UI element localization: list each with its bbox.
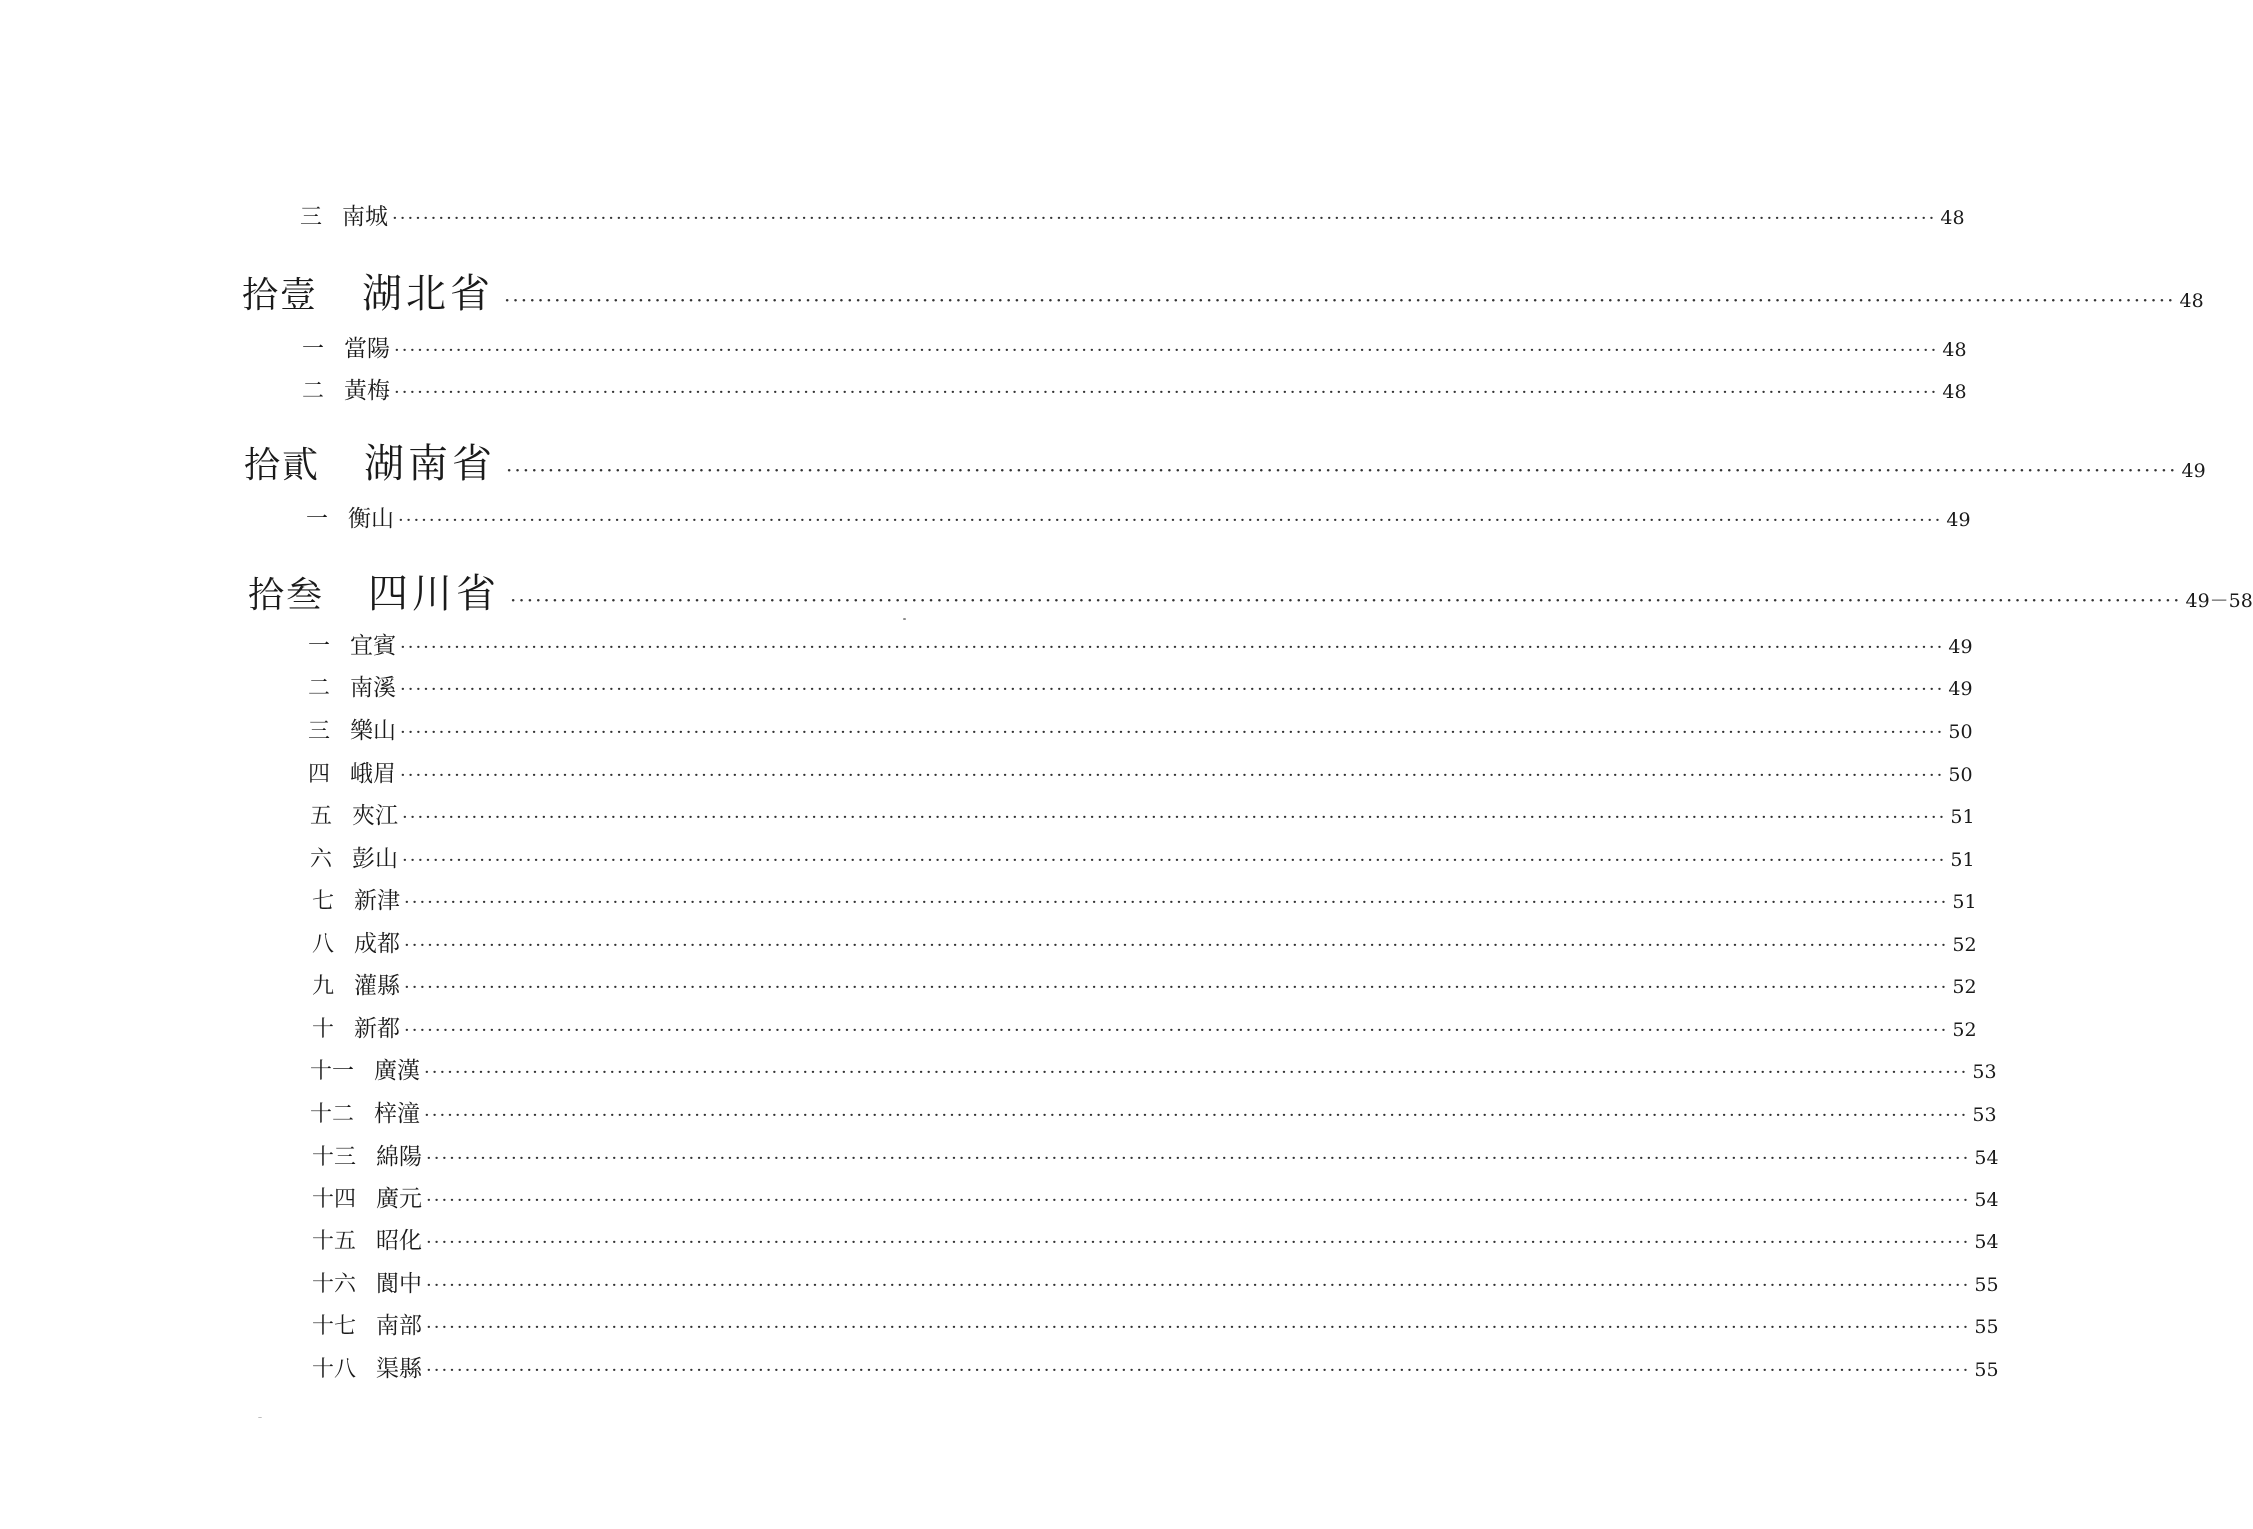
dot-leader: ········································································································································································································ bbox=[504, 288, 2176, 312]
toc-section-entry bbox=[244, 432, 2206, 489]
dot-leader: ········································································································································································································ bbox=[404, 1020, 1949, 1041]
dot-leader: ········································································································································································································ bbox=[424, 1105, 1969, 1126]
entry-number: 二 bbox=[308, 676, 331, 701]
entry-number: 九 bbox=[312, 974, 335, 999]
entry-title: 黃梅 bbox=[344, 378, 391, 404]
entry-page-number: 49 bbox=[1948, 636, 1973, 658]
entry-number: 五 bbox=[310, 804, 333, 829]
dot-leader: ········································································································································································································ bbox=[424, 1062, 1969, 1083]
entry-page-number: 49－58 bbox=[2185, 590, 2253, 612]
entry-number: 十三 bbox=[312, 1145, 357, 1170]
entry-number: 十一 bbox=[310, 1059, 355, 1084]
dot-leader: ········································································································································································································ bbox=[426, 1275, 1971, 1296]
dot-leader: ········································································································································································································ bbox=[400, 679, 1945, 700]
toc-entry bbox=[312, 1180, 1999, 1213]
toc-entry bbox=[302, 330, 1967, 363]
entry-page-number: 52 bbox=[1952, 976, 1977, 998]
entry-number: 四 bbox=[308, 762, 331, 787]
toc-entry bbox=[312, 925, 1977, 958]
entry-title: 廣漢 bbox=[374, 1058, 421, 1084]
entry-page-number: 53 bbox=[1972, 1061, 1997, 1083]
entry-title: 新都 bbox=[354, 1016, 401, 1042]
print-speck bbox=[903, 618, 906, 620]
toc-entry bbox=[310, 797, 1975, 830]
toc-entry bbox=[308, 755, 1973, 788]
dot-leader: ········································································································································································································ bbox=[510, 588, 2182, 612]
toc-entry bbox=[312, 882, 1977, 915]
entry-title: 南城 bbox=[342, 204, 389, 230]
entry-page-number: 55 bbox=[1974, 1359, 1999, 1381]
dot-leader: ········································································································································································································ bbox=[402, 807, 1947, 828]
entry-title: 渠縣 bbox=[376, 1356, 423, 1382]
entry-page-number: 52 bbox=[1952, 1019, 1977, 1041]
entry-number: 一 bbox=[306, 507, 329, 532]
entry-number: 十二 bbox=[310, 1102, 355, 1127]
toc-entry bbox=[310, 840, 1975, 873]
entry-page-number: 51 bbox=[1952, 891, 1977, 913]
entry-number: 拾壹 bbox=[242, 275, 319, 316]
dot-leader: ········································································································································································································ bbox=[426, 1148, 1971, 1169]
toc-entry bbox=[312, 967, 1977, 1000]
dot-leader: ········································································································································································································ bbox=[392, 208, 1937, 229]
toc-entry bbox=[312, 1138, 1999, 1171]
toc-section-entry bbox=[242, 262, 2204, 319]
dot-leader: ········································································································································································································ bbox=[394, 382, 1939, 403]
entry-number: 八 bbox=[312, 932, 335, 957]
dot-leader: ········································································································································································································ bbox=[426, 1232, 1971, 1253]
toc-entry bbox=[306, 500, 1971, 533]
toc-section-entry bbox=[248, 562, 2253, 619]
toc-entry bbox=[308, 669, 1973, 702]
entry-page-number: 52 bbox=[1952, 934, 1977, 956]
entry-number: 一 bbox=[308, 634, 331, 659]
dot-leader: ········································································································································································································ bbox=[400, 765, 1945, 786]
entry-title: 夾江 bbox=[352, 803, 399, 829]
entry-page-number: 50 bbox=[1948, 721, 1973, 743]
entry-page-number: 49 bbox=[2181, 460, 2206, 482]
toc-entry bbox=[312, 1307, 1999, 1340]
dot-leader: ········································································································································································································ bbox=[404, 892, 1949, 913]
entry-number: 三 bbox=[300, 205, 323, 230]
entry-page-number: 54 bbox=[1974, 1147, 1999, 1169]
toc-entry bbox=[310, 1052, 1997, 1085]
entry-title: 峨眉 bbox=[350, 761, 397, 787]
entry-title: 衡山 bbox=[348, 506, 395, 532]
entry-page-number: 55 bbox=[1974, 1274, 1999, 1296]
entry-title: 南部 bbox=[376, 1313, 423, 1339]
dot-leader: ········································································································································································································ bbox=[404, 977, 1949, 998]
entry-page-number: 51 bbox=[1950, 806, 1975, 828]
dot-leader: ········································································································································································································ bbox=[402, 850, 1947, 871]
entry-page-number: 50 bbox=[1948, 764, 1973, 786]
entry-title: 閬中 bbox=[376, 1271, 423, 1297]
toc-entry bbox=[308, 627, 1973, 660]
entry-title: 廣元 bbox=[376, 1186, 423, 1212]
entry-title: 南溪 bbox=[350, 675, 397, 701]
entry-page-number: 51 bbox=[1950, 849, 1975, 871]
entry-number: 十六 bbox=[312, 1272, 357, 1297]
entry-number: 七 bbox=[312, 889, 335, 914]
toc-entry bbox=[312, 1222, 1999, 1255]
entry-number: 拾貳 bbox=[244, 445, 321, 486]
entry-title: 綿陽 bbox=[376, 1144, 423, 1170]
entry-number: 拾叁 bbox=[248, 575, 325, 616]
entry-page-number: 49 bbox=[1948, 678, 1973, 700]
entry-number: 十八 bbox=[312, 1357, 357, 1382]
entry-page-number: 48 bbox=[2179, 290, 2204, 312]
toc-entry bbox=[302, 372, 1967, 405]
dot-leader: ········································································································································································································ bbox=[426, 1360, 1971, 1381]
entry-title: 樂山 bbox=[350, 718, 397, 744]
dot-leader: ········································································································································································································ bbox=[404, 935, 1949, 956]
entry-page-number: 53 bbox=[1972, 1104, 1997, 1126]
entry-title: 當陽 bbox=[344, 336, 391, 362]
dot-leader: ········································································································································································································ bbox=[506, 458, 2178, 482]
entry-number: 十 bbox=[312, 1017, 335, 1042]
entry-title: 湖北省 bbox=[362, 271, 494, 317]
entry-number: 十五 bbox=[312, 1229, 357, 1254]
dot-leader: ········································································································································································································ bbox=[426, 1190, 1971, 1211]
dot-leader: ········································································································································································································ bbox=[394, 340, 1939, 361]
entry-number: 一 bbox=[302, 337, 325, 362]
toc-entry bbox=[312, 1265, 1999, 1298]
entry-number: 十七 bbox=[312, 1314, 357, 1339]
entry-title: 梓潼 bbox=[374, 1101, 421, 1127]
entry-page-number: 48 bbox=[1940, 207, 1965, 229]
entry-title: 成都 bbox=[354, 931, 401, 957]
dot-leader: ········································································································································································································ bbox=[398, 510, 1943, 531]
entry-number: 二 bbox=[302, 379, 325, 404]
entry-number: 十四 bbox=[312, 1187, 357, 1212]
toc-entry bbox=[310, 1095, 1997, 1128]
entry-number: 三 bbox=[308, 719, 331, 744]
dot-leader: ········································································································································································································ bbox=[426, 1317, 1971, 1338]
dot-leader: ········································································································································································································ bbox=[400, 722, 1945, 743]
print-speck bbox=[258, 1417, 262, 1418]
entry-title: 新津 bbox=[354, 888, 401, 914]
dot-leader: ········································································································································································································ bbox=[400, 637, 1945, 658]
entry-page-number: 54 bbox=[1974, 1231, 1999, 1253]
entry-page-number: 48 bbox=[1942, 339, 1967, 361]
entry-title: 湖南省 bbox=[364, 441, 496, 487]
toc-entry bbox=[300, 198, 1965, 231]
entry-title: 四川省 bbox=[368, 571, 500, 617]
toc-entry bbox=[312, 1010, 1977, 1043]
entry-title: 彭山 bbox=[352, 846, 399, 872]
toc-entry bbox=[312, 1350, 1999, 1383]
entry-title: 昭化 bbox=[376, 1228, 423, 1254]
entry-title: 灌縣 bbox=[354, 973, 401, 999]
entry-title: 宜賓 bbox=[350, 633, 397, 659]
entry-page-number: 55 bbox=[1974, 1316, 1999, 1338]
toc-entry bbox=[308, 712, 1973, 745]
entry-page-number: 49 bbox=[1946, 509, 1971, 531]
entry-page-number: 48 bbox=[1942, 381, 1967, 403]
entry-number: 六 bbox=[310, 847, 333, 872]
entry-page-number: 54 bbox=[1974, 1189, 1999, 1211]
